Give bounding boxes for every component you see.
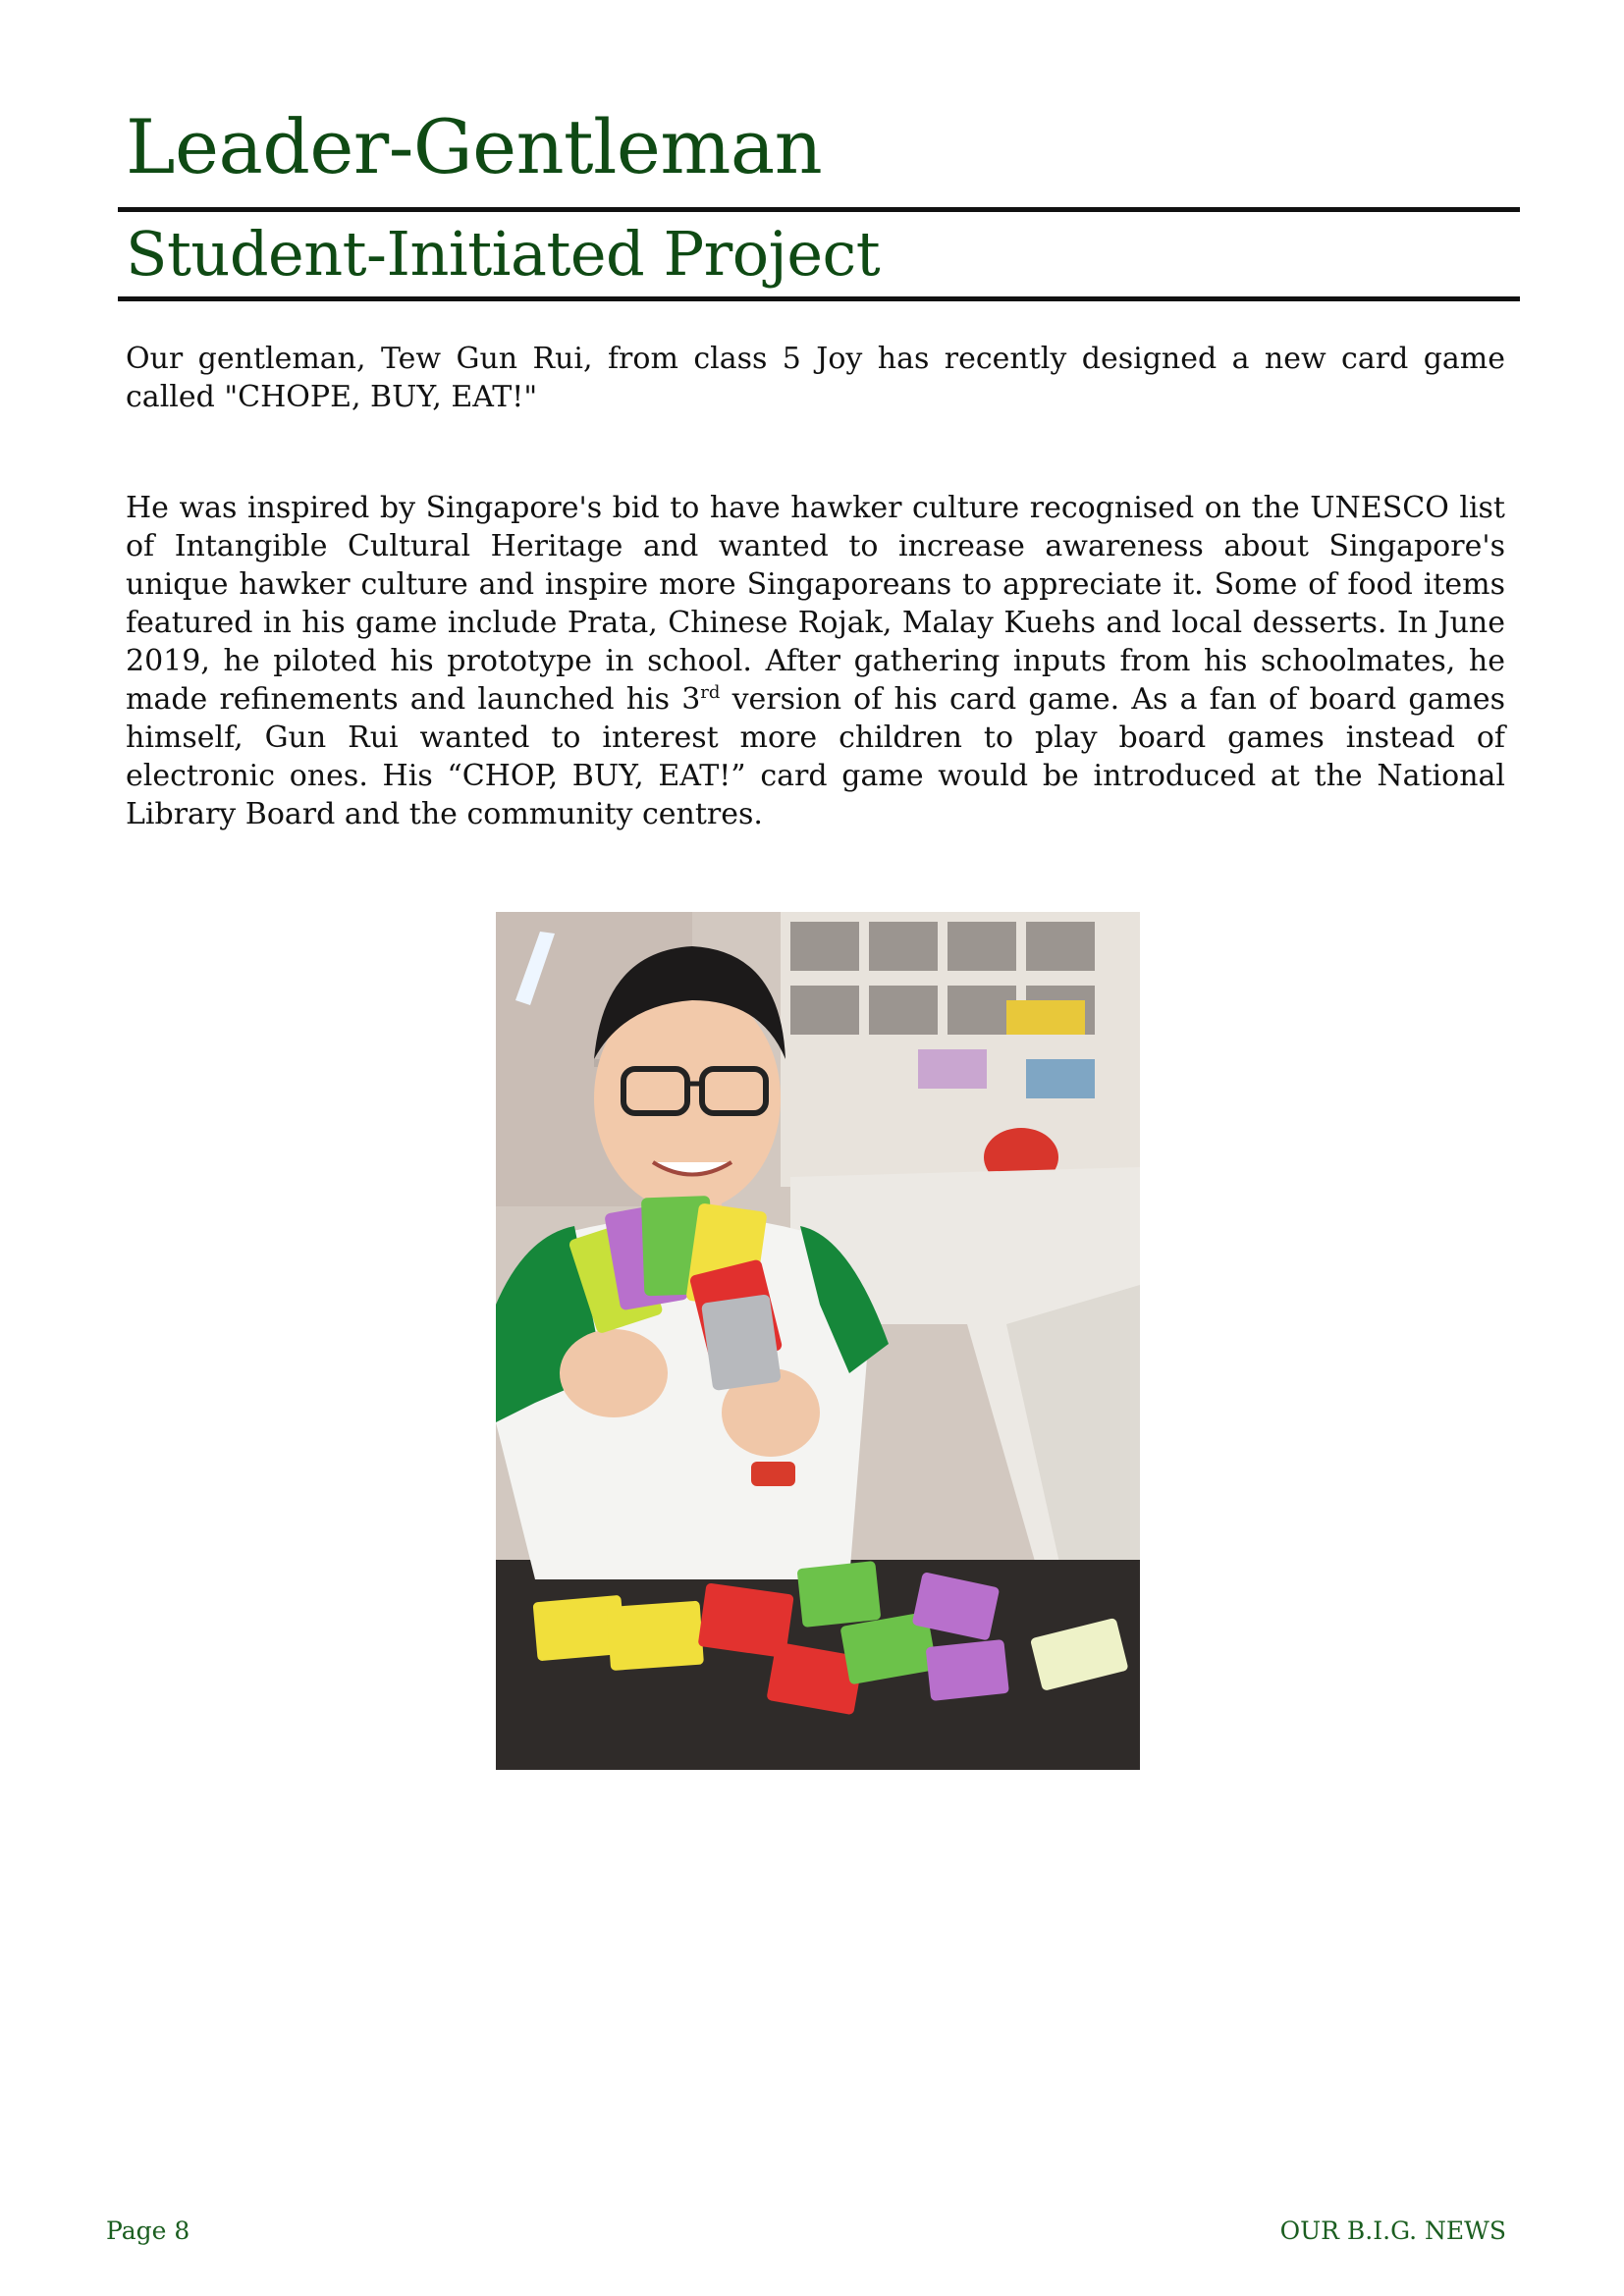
paragraph-text-part2: version of his card game. As a fan of board games himself, Gun Rui wanted to interest more children to play board games instead of electronic ones. His “CHOP, BUY, EAT!” card game would be introduced at the National Library Board and the community centres. [126,682,1506,831]
publication-name: OUR B.I.G. NEWS [1279,2216,1506,2245]
subtitle-divider [118,296,1520,301]
article-paragraph-intro: Our gentleman, Tew Gun Rui, from class 5 Joy has recently designed a new card game called "CHOPE, BUY, EAT!" [126,342,1505,414]
section-subtitle: Student-Initiated Project [126,218,881,290]
page-title: Leader-Gentleman [126,103,823,190]
page-number: Page 8 [106,2216,190,2245]
paragraph-text-part1: He was inspired by Singapore's bid to have hawker culture recognised on the UNESCO list of Intangible Cultural Heritage and wanted to increase awareness about Singapore's unique hawker culture and inspire more Singaporeans to appreciate it. Some of food items featured in his game include Prata, Chinese Rojak, Malay Kuehs and local desserts. In June 2019, he piloted his prototype in school. After gathering inputs from his schoolmates, he made refinements and launched his 3 [126,491,1505,717]
title-divider [118,207,1520,212]
ordinal-suffix: rd [700,682,721,703]
article-paragraph-details [126,489,1505,833]
student-photo [496,912,1140,1770]
